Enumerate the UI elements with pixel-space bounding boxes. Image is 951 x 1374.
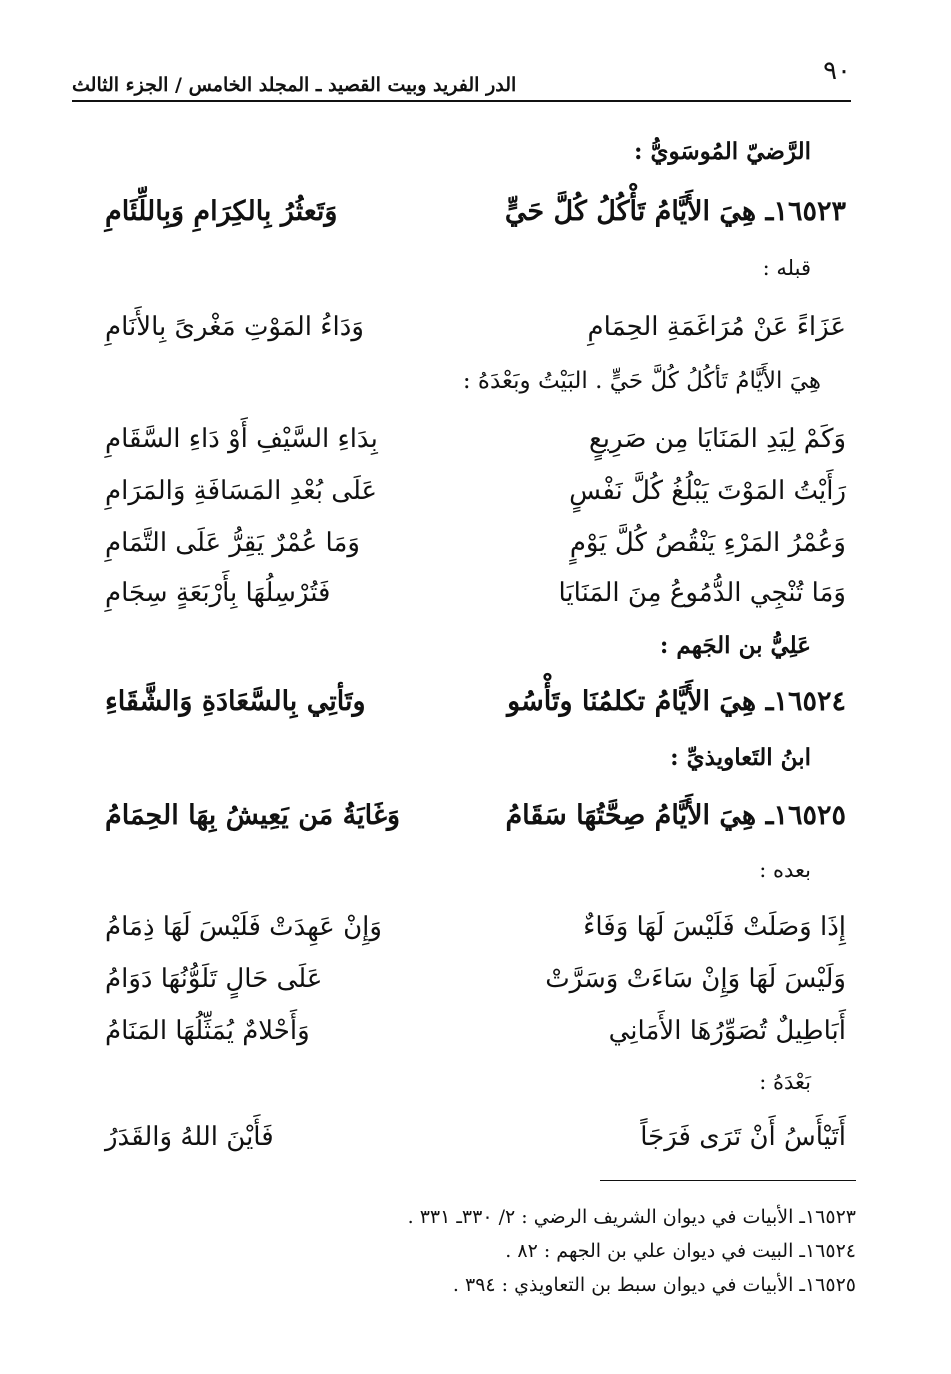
verse-second-hemistich: وَمَا عُمْرٌ يَقِرُّ عَلَى التَّمَامِ <box>105 528 360 558</box>
footnote: ١٦٥٢٤ـ البيت في ديوان علي بن الجهم : ٨٢ . <box>505 1240 856 1262</box>
verse <box>105 686 846 732</box>
running-title: الدر الفريد وبيت القصيد ـ المجلد الخامس / الجزء الثالث <box>72 74 517 96</box>
verse-first-hemistich: أَتَيْأَسُ أَنْ تَرَى فَرَجَاً <box>640 1122 846 1152</box>
verse-first-hemistich: وَعُمْرُ المَرْءِ يَنْقُصُ كُلَّ يَوْمٍ <box>569 528 846 558</box>
footnote: ١٦٥٢٣ـ الأبيات في ديوان الشريف الرضي : ٢/ ٣٣٠ـ ٣٣١ . <box>407 1206 856 1228</box>
verse-second-hemistich: وَإِنْ عَهِدَتْ فَلَيْسَ لَهَا ذِمَامُ <box>105 912 382 942</box>
verse-second-hemistich: وَتَعثُرُ بِالكِرَامِ وَبِاللِّئَامِ <box>105 196 338 227</box>
page-header <box>72 52 851 102</box>
verse-intro: هِيَ الأَيَّامُ تَأكُلُ كُلَّ حَيٍّ . البَيْتُ وبَعْدَهُ : <box>462 368 821 394</box>
verse <box>105 196 846 242</box>
verse-first-hemistich: ١٦٥٢٤ـ هِيَ الأَيَّامُ تكلمُنَا وتَأْسُو <box>507 686 846 717</box>
verse <box>105 528 846 574</box>
verse <box>105 800 846 846</box>
verse-first-hemistich: رَأَيْتُ المَوْتَ يَبْلُغُ كُلَّ نَفْسٍ <box>569 476 846 506</box>
verse-second-hemistich: وَأَحْلامٌ يُمَثِّلُهَا المَنَامُ <box>105 1016 310 1046</box>
verse <box>105 424 846 470</box>
header-divider <box>72 100 851 102</box>
verse <box>105 312 846 358</box>
verse-second-hemistich: بِدَاءِ السَّيْفِ أَوْ دَاءِ السَّقَامِ <box>105 424 378 454</box>
poet-name: الرَّضيّ المُوسَويُّ : <box>633 138 811 165</box>
verse-first-hemistich: ١٦٥٢٥ـ هِيَ الأَيَّامُ صِحَّتُهَا سَقَامُ <box>505 800 846 831</box>
verse-note: بَعْدَهُ : <box>759 1070 811 1094</box>
verse-first-hemistich: إِذَا وَصَلَتْ فَلَيْسَ لَهَا وَفَاءٌ <box>583 912 846 942</box>
verse-first-hemistich: وَلَيْسَ لَهَا وَإِنْ سَاءَتْ وَسَرَّتْ <box>545 964 846 994</box>
footnote-divider <box>600 1180 856 1181</box>
verse <box>105 912 846 958</box>
verse-note: بعده : <box>759 858 811 882</box>
footnote: ١٦٥٢٥ـ الأبيات في ديوان سبط بن التعاويذي : ٣٩٤ . <box>452 1274 856 1296</box>
verse-first-hemistich: وَكَمْ لِيَدِ المَنَايَا مِن صَرِيعٍ <box>588 424 846 454</box>
verse <box>105 476 846 522</box>
verse-first-hemistich: ١٦٥٢٣ـ هِيَ الأَيَّامُ تَأْكُلُ كُلَّ حَيٍّ <box>504 196 846 227</box>
verse-first-hemistich: وَمَا تُنْجِي الدُّمُوعُ مِنَ المَنَايَا <box>558 578 846 608</box>
verse-first-hemistich: أَبَاطِيلٌ تُصَوِّرُهَا الأَمَانِي <box>608 1016 846 1046</box>
verse-second-hemistich: فَتُرْسِلُهَا بِأَرْبَعَةٍ سِجَامِ <box>105 578 331 608</box>
verse-second-hemistich: وتَأتِي بِالسَّعَادَةِ وَالشَّقَاءِ <box>105 686 366 717</box>
verse-second-hemistich: فَأَيْنَ اللهُ وَالقَدَرُ <box>105 1122 274 1152</box>
verse <box>105 1016 846 1062</box>
verse-second-hemistich: عَلَى بُعْدِ المَسَافَةِ وَالمَرَامِ <box>105 476 378 506</box>
verse <box>105 964 846 1010</box>
poet-name: عَلِيُّ بن الجَهم : <box>659 632 811 659</box>
verse-note: قبله : <box>762 256 811 280</box>
verse-first-hemistich: عَزَاءً عَنْ مُرَاغَمَةِ الحِمَامِ <box>587 312 846 342</box>
verse <box>105 578 846 624</box>
verse-second-hemistich: وَغَايَةُ مَن يَعِيشُ بِهَا الحِمَامُ <box>105 800 400 831</box>
verse-second-hemistich: عَلَى حَالٍ تَلَوُّنُهَا دَوَامُ <box>105 964 323 994</box>
poet-name: ابنُ التَعاويذيِّ : <box>670 744 811 771</box>
verse-second-hemistich: وَدَاءُ المَوْتِ مَغْرىً بِالأَنَامِ <box>105 312 364 342</box>
verse <box>105 1122 846 1168</box>
page-number: ٩٠ <box>823 56 851 86</box>
